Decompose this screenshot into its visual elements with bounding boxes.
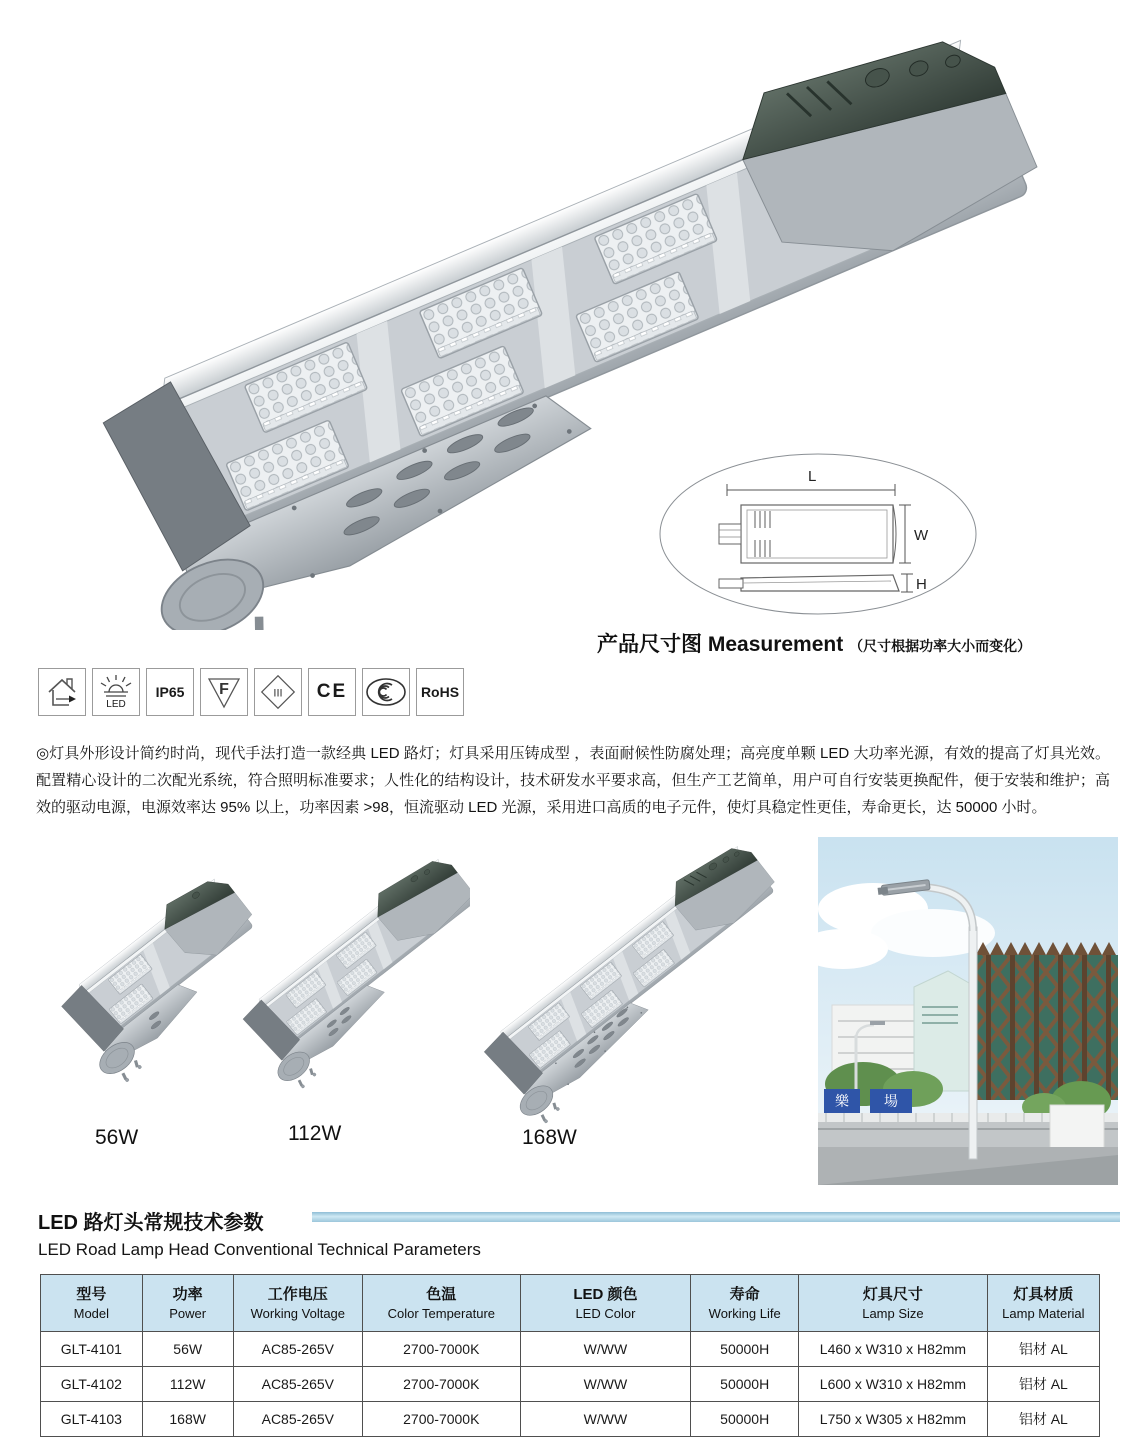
header-voltage-en: Working Voltage xyxy=(250,1305,346,1321)
led-lamp-icon xyxy=(96,674,136,702)
class-iii-diamond-icon xyxy=(258,672,298,712)
cert-ccc xyxy=(362,668,410,716)
parameters-table xyxy=(40,1274,1100,1437)
header-power-en: Power xyxy=(169,1305,207,1321)
section-title-bar xyxy=(312,1212,1120,1222)
cell-power: 168W xyxy=(142,1402,233,1437)
header-lamp-material-en: Lamp Material xyxy=(1002,1305,1085,1321)
rohs-label: RoHS xyxy=(420,684,460,700)
cert-class-iii xyxy=(254,668,302,716)
dim-l-label: L xyxy=(808,468,817,485)
measurement-caption-en: Measurement xyxy=(707,633,844,656)
cell-color-temp: 2700-7000K xyxy=(362,1332,520,1367)
cell-lamp-material: 铝材 AL xyxy=(987,1402,1099,1437)
product-description: ◎灯具外形设计简约时尚，现代手法打造一款经典 LED 路灯；灯具采用压铸成型 ，表面耐候性防腐处理；高亮度单颗 LED 大功率光源，有效的提高了灯具光效。配置精心设计的二次配光系统，符合照明标准要求；人性化的结构设计，技术研发水平要求高，但生产工艺简单，用户可自行安装更换配件，便于安装和维护；高效的驱动电源，电源效率达 95% 以上，功率因素 >98，恒流驱动 LED 光源，采用进口高质的电子元件，使灯具稳定性更佳，寿命更长，达 50000 小时。 xyxy=(36,745,1110,816)
cell-working-life: 50000H xyxy=(691,1367,799,1402)
dim-h-label: H xyxy=(916,576,927,593)
header-color-temp-zh: 色温 xyxy=(426,1286,457,1303)
class-f-triangle-icon xyxy=(204,672,244,712)
variant-168w-image xyxy=(468,830,803,1142)
cell-power: 56W xyxy=(142,1332,233,1367)
cert-ce xyxy=(308,668,356,716)
header-power-zh: 功率 xyxy=(172,1286,203,1303)
header-lamp-size-zh: 灯具尺寸 xyxy=(862,1286,923,1303)
cell-voltage: AC85-265V xyxy=(233,1402,362,1437)
class-f-label: F xyxy=(219,681,229,698)
header-model xyxy=(41,1275,143,1332)
cell-color-temp: 2700-7000K xyxy=(362,1367,520,1402)
header-working-life-en: Working Life xyxy=(708,1305,781,1321)
header-working-life xyxy=(691,1275,799,1332)
table-row xyxy=(41,1367,1100,1402)
measurement-caption-note: （尺寸根据功率大小而变化） xyxy=(849,638,1032,654)
section-title-en: LED Road Lamp Head Conventional Technical Parameters xyxy=(38,1240,481,1259)
cell-led-color: W/WW xyxy=(520,1332,690,1367)
cell-model: GLT-4102 xyxy=(41,1367,143,1402)
installation-photo xyxy=(818,837,1118,1185)
header-lamp-size xyxy=(799,1275,988,1332)
header-led-color-en: LED Color xyxy=(575,1305,636,1321)
cell-lamp-material: 铝材 AL xyxy=(987,1367,1099,1402)
ccc-mark-icon xyxy=(364,676,408,708)
cell-voltage: AC85-265V xyxy=(233,1332,362,1367)
header-working-life-zh: 寿命 xyxy=(729,1286,760,1303)
variant-168w-label: 168W xyxy=(522,1126,577,1149)
ip65-label: IP65 xyxy=(155,684,185,700)
photo-sign-left: 樂 xyxy=(835,1093,849,1109)
table-header-row xyxy=(41,1275,1100,1332)
header-voltage xyxy=(233,1275,362,1332)
header-color-temp-en: Color Temperature xyxy=(387,1305,495,1321)
cell-voltage: AC85-265V xyxy=(233,1367,362,1402)
cell-lamp-material: 铝材 AL xyxy=(987,1332,1099,1367)
ce-mark: CE xyxy=(316,681,348,702)
cell-led-color: W/WW xyxy=(520,1367,690,1402)
class-iii-label: III xyxy=(273,687,283,700)
measurement-caption xyxy=(597,628,1031,658)
header-voltage-zh: 工作电压 xyxy=(267,1286,328,1303)
header-led-color-zh: LED 颜色 xyxy=(573,1286,638,1303)
cell-lamp-size: L750 x W305 x H82mm xyxy=(799,1402,988,1437)
header-lamp-material xyxy=(987,1275,1099,1332)
variant-112w-label: 112W xyxy=(288,1122,342,1145)
led-icon-label: LED xyxy=(106,699,126,710)
cell-color-temp: 2700-7000K xyxy=(362,1402,520,1437)
header-led-color xyxy=(520,1275,690,1332)
measurement-diagram xyxy=(655,450,985,618)
header-power xyxy=(142,1275,233,1332)
cell-working-life: 50000H xyxy=(691,1402,799,1437)
header-model-en: Model xyxy=(73,1305,110,1321)
cell-working-life: 50000H xyxy=(691,1332,799,1367)
cell-lamp-size: L460 x W310 x H82mm xyxy=(799,1332,988,1367)
variant-112w-image xyxy=(225,842,470,1134)
cert-rohs xyxy=(416,668,464,716)
header-model-zh: 型号 xyxy=(76,1286,107,1303)
table-row xyxy=(41,1402,1100,1437)
outdoor-use-icon xyxy=(42,672,82,712)
cell-led-color: W/WW xyxy=(520,1402,690,1437)
table-row xyxy=(41,1332,1100,1367)
variant-56w-label: 56W xyxy=(95,1126,139,1149)
cell-model: GLT-4101 xyxy=(41,1332,143,1367)
photo-sign-right: 場 xyxy=(884,1093,898,1109)
cell-power: 112W xyxy=(142,1367,233,1402)
header-lamp-material-zh: 灯具材质 xyxy=(1013,1286,1074,1303)
cert-outdoor-use xyxy=(38,668,86,716)
dim-w-label: W xyxy=(914,527,929,544)
header-color-temp xyxy=(362,1275,520,1332)
certification-row xyxy=(38,668,464,716)
cell-model: GLT-4103 xyxy=(41,1402,143,1437)
cell-lamp-size: L600 x W310 x H82mm xyxy=(799,1367,988,1402)
measurement-caption-zh: 产品尺寸图 xyxy=(597,633,702,656)
section-title-zh: LED 路灯头常规技术参数 xyxy=(38,1212,264,1234)
cert-led xyxy=(92,668,140,716)
cert-ip65 xyxy=(146,668,194,716)
cert-class-f xyxy=(200,668,248,716)
header-lamp-size-en: Lamp Size xyxy=(862,1305,924,1321)
